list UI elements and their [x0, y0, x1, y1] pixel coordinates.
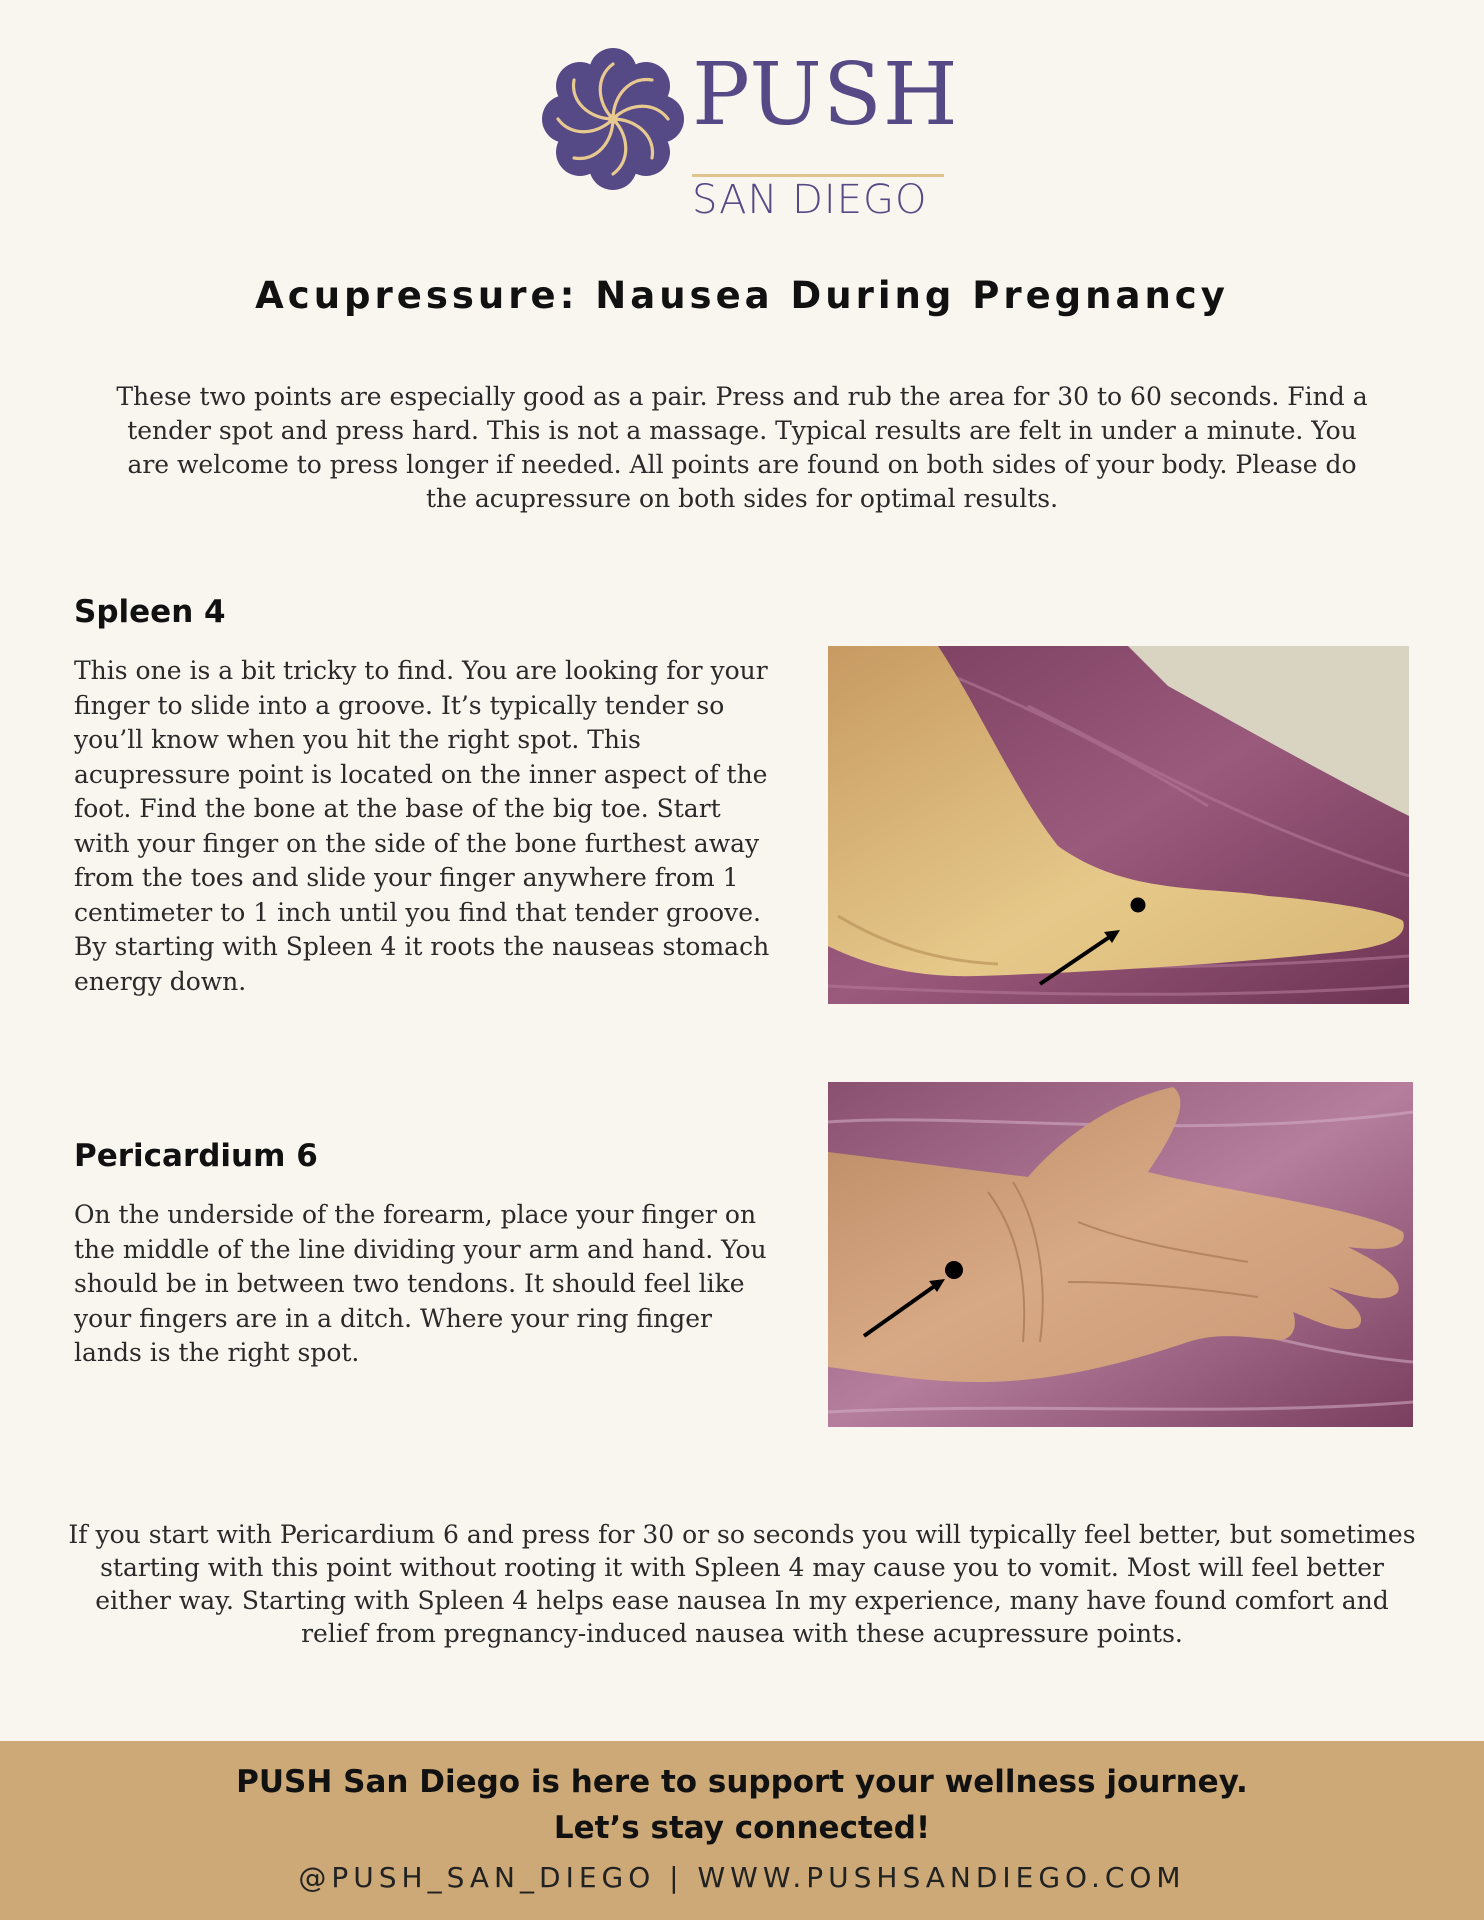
- page-title: Acupressure: Nausea During Pregnancy: [255, 274, 1229, 317]
- intro-text: These two points are especially good as a pair. Press and rub the area for 30 to 60 seconds. Find a tender spot and press hard. This is not a massage. Typical results are felt in under a minute. You are welcome to press longer if needed. All points are found on both sides of your body. Please do the acupressure on both sides for optimal results.: [116, 382, 1368, 513]
- footer-tagline: [0, 1759, 1484, 1851]
- brand-location: SAN DIEGO: [692, 177, 928, 223]
- footer-tagline-line-2: Let’s stay connected!: [553, 1810, 931, 1846]
- section-body-spleen-4: This one is a bit tricky to find. You are looking for your finger to slide into a groove. It’s typically tender so you’ll know when you hit the right spot. This acupressure point is located on the inner aspect of the foot. Find the bone at the base of the big toe. Start with your finger on the side of the bone furthest away from the toes and slide your finger anywhere from 1 centimeter to 1 inch until you find that tender groove. By starting with Spleen 4 it roots the nauseas stomach energy down.: [74, 656, 770, 996]
- section-heading-pericardium-6: Pericardium 6: [74, 1138, 318, 1174]
- wrist-photo: [828, 1082, 1413, 1427]
- closing-text: If you start with Pericardium 6 and press for 30 or so seconds you will typically feel better, but sometimes starting with this point without rooting it with Spleen 4 may cause you to vomit. Most will feel better either way. Starting with Spleen 4 helps ease nausea In my experience, many have found comfort and relief from pregnancy-induced nausea with these acupressure points.: [68, 1520, 1416, 1648]
- footer-tagline-line-1: PUSH San Diego is here to support your wellness journey.: [236, 1764, 1248, 1800]
- footer-banner: [0, 1741, 1484, 1920]
- mandala-logo-icon: [540, 46, 686, 192]
- brand-name: PUSH: [692, 45, 959, 145]
- section-body-pericardium-6: On the underside of the forearm, place your finger on the middle of the line dividing your arm and hand. You should be in between two tendons. It should feel like your fingers are in a ditch. Where your ring finger lands is the right spot.: [74, 1200, 767, 1367]
- brand-logo: [540, 45, 959, 223]
- section-heading-spleen-4: Spleen 4: [74, 594, 226, 630]
- foot-photo: [828, 646, 1409, 1004]
- footer-contact: @PUSH_SAN_DIEGO | WWW.PUSHSANDIEGO.COM: [298, 1861, 1186, 1894]
